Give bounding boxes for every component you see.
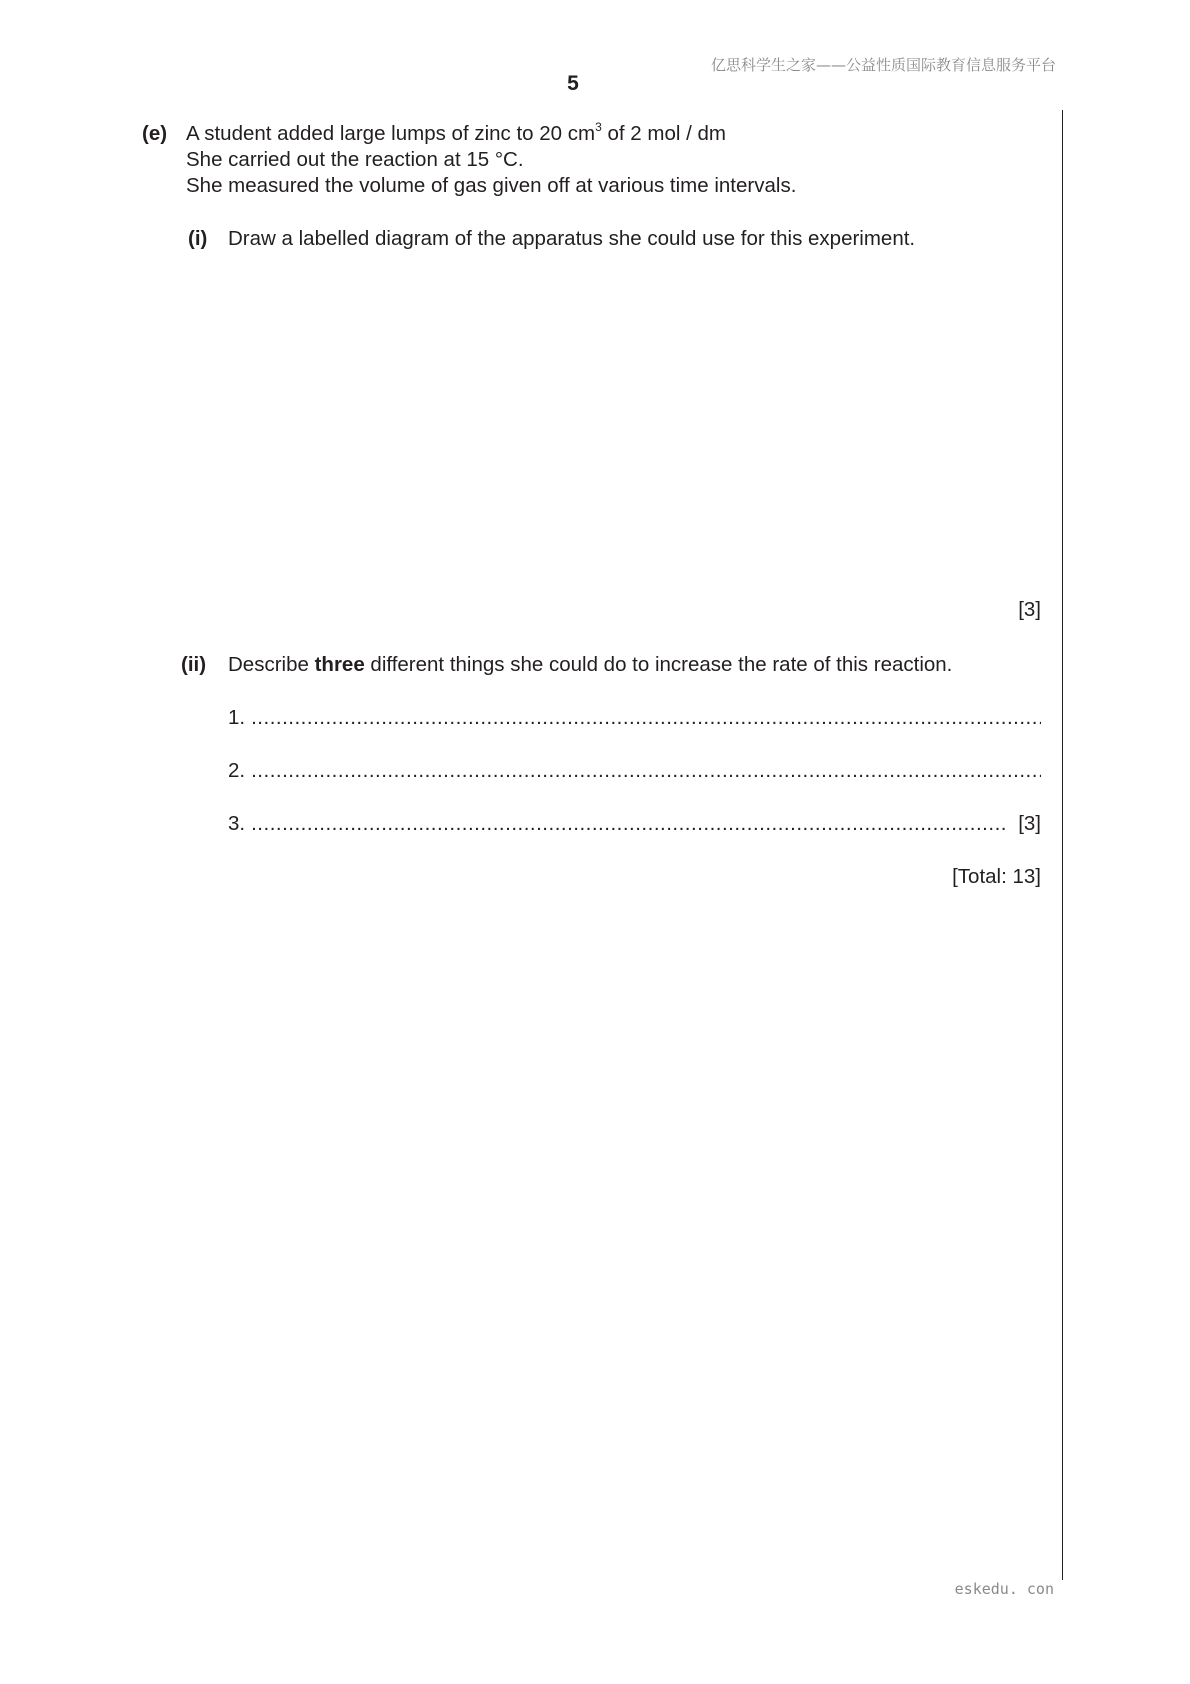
answer-line-1[interactable] [228,705,1041,731]
answer-1-dotted-line[interactable] [251,705,1041,731]
answer-line-2[interactable] [228,758,1041,784]
answer-2-dotted-line[interactable] [251,758,1041,784]
part-i-text: Draw a labelled diagram of the apparatus she could use for this experiment. [228,227,916,250]
answer-1-number: 1. [228,706,246,729]
question-e-line1 [186,121,726,147]
part-ii-label: (ii) [181,653,207,676]
answer-3-number: 3. [228,812,246,835]
part-ii-text-after: different things she could do to increase the rate of this reaction. [364,653,953,676]
question-e-line1-sup: 3 [595,120,602,134]
part-i-label: (i) [188,227,208,250]
question-e-line2: She carried out the reaction at 15 °C. [186,148,524,171]
part-ii-mark: [3] [1018,812,1041,835]
question-e-line1-text: A student added large lumps of zinc to 20 cm [186,122,596,145]
part-ii-text-before: Describe [228,653,315,676]
total-marks: [Total: 13] [952,865,1041,888]
watermark-bottom: eskedu. con [954,1580,1054,1598]
watermark-top: 亿思科学生之家——公益性质国际教育信息服务平台 [710,56,1056,74]
part-ii-text-bold: three [314,653,365,676]
question-e-line1-tail: of 2 mol / dm [601,122,726,145]
answer-line-3[interactable] [228,811,1041,837]
question-e-line3: She measured the volume of gas given off at various time intervals. [186,174,797,197]
margin-rule [1062,110,1063,1580]
part-i-mark: [3] [1018,598,1041,621]
answer-2-number: 2. [228,759,246,782]
page-number: 5 [567,72,579,95]
question-e-label: (e) [142,122,168,145]
answer-3-dotted-line[interactable] [251,811,1008,837]
part-ii-text [228,652,952,678]
diagram-answer-space[interactable] [228,262,1038,592]
